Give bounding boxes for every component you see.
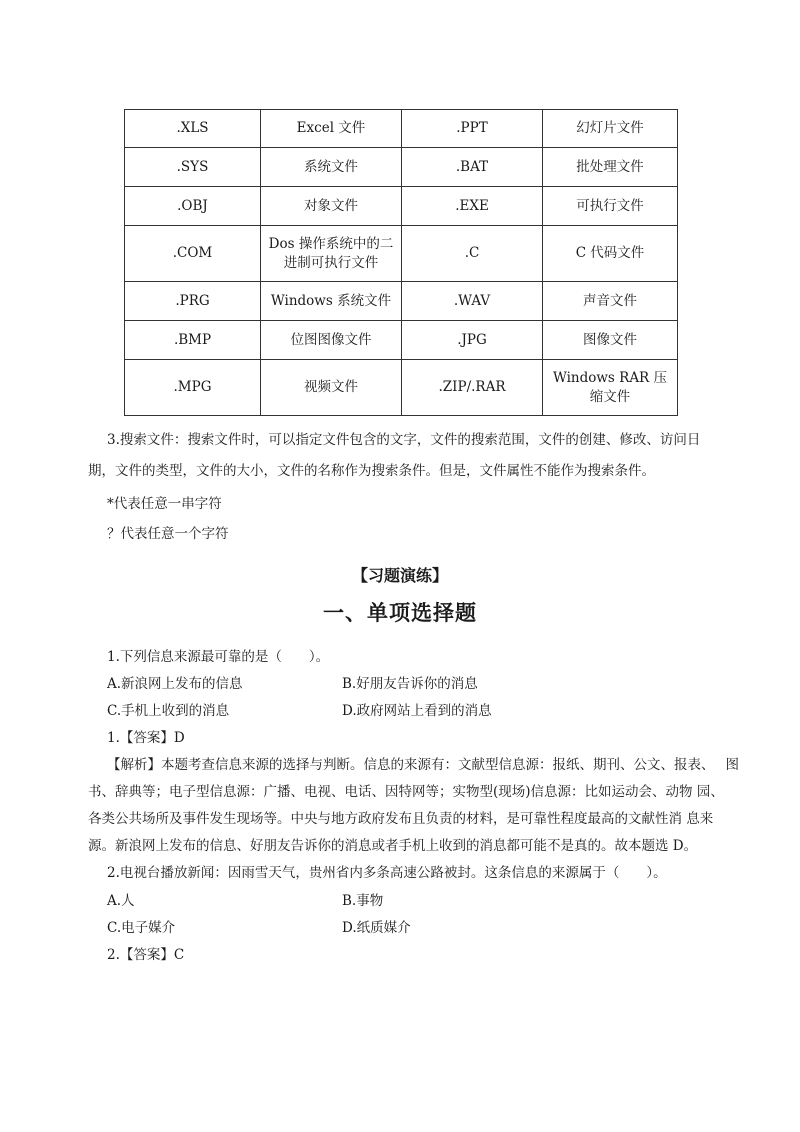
table-row <box>125 110 678 148</box>
table-row <box>125 360 678 416</box>
table-cell: 可执行文件 <box>543 187 678 226</box>
question-1-option-d: D.政府网站上看到的消息 <box>342 703 492 719</box>
search-paragraph-line-1: 3.搜索文件：搜索文件时，可以指定文件包含的文字，文件的搜索范围，文件的创建、修改、访问日 <box>107 432 701 448</box>
table-cell: .WAV <box>402 282 543 321</box>
search-paragraph-line-2: 期，文件的类型，文件的大小，文件的名称作为搜索条件。但是，文件属性不能作为搜索条件。 <box>88 463 655 479</box>
table-cell: 幻灯片文件 <box>543 110 678 148</box>
question-2-answer: 2.【答案】C <box>107 947 185 963</box>
table-row <box>125 187 678 226</box>
table-cell: 对象文件 <box>261 187 402 226</box>
question-1-option-b: B.好朋友告诉你的消息 <box>342 676 478 692</box>
question-1-option-a: A.新浪网上发布的信息 <box>107 676 243 692</box>
table-cell: .BMP <box>125 321 261 360</box>
table-cell: .MPG <box>125 360 261 416</box>
table-cell: 批处理文件 <box>543 148 678 187</box>
table-cell: .PRG <box>125 282 261 321</box>
table-cell: .OBJ <box>125 187 261 226</box>
question-2-option-b: B.事物 <box>342 893 384 909</box>
wildcard-question-note: ？代表任意一个字符 <box>107 526 229 542</box>
table-cell: .BAT <box>402 148 543 187</box>
table-cell: 声音文件 <box>543 282 678 321</box>
table-cell: .PPT <box>402 110 543 148</box>
question-1-analysis-line: 各类公共场所及事件发生现场等。中央与地方政府发布且负责的材料，是可靠性程度最高的文献性消 息来 <box>88 811 714 827</box>
table-cell: 视频文件 <box>261 360 402 416</box>
table-cell: .EXE <box>402 187 543 226</box>
table-cell: .COM <box>125 226 261 282</box>
question-2-option-c: C.电子媒介 <box>107 920 176 936</box>
section-heading: 【习题演练】 <box>351 566 448 585</box>
wildcard-star-note: *代表任意一串字符 <box>107 496 222 512</box>
question-1-analysis-line: 【解析】本题考查信息来源的选择与判断。信息的来源有：文献型信息源：报纸、期刊、公文、报表、 图 <box>107 757 740 773</box>
question-2-option-a: A.人 <box>107 893 135 909</box>
question-2-stem: 2.电视台播放新闻：因雨雪天气，贵州省内多条高速公路被封。这条信息的来源属于（ ）。 <box>107 865 667 881</box>
question-1-option-c: C.手机上收到的消息 <box>107 703 230 719</box>
file-extension-table <box>124 109 678 416</box>
table-row <box>125 226 678 282</box>
question-1-analysis-line: 书、辞典等；电子型信息源：广播、电视、电话、因特网等；实物型(现场)信息源：比如运动会、动物 园、 <box>88 784 724 800</box>
table-cell: .XLS <box>125 110 261 148</box>
question-1-stem: 1.下列信息来源最可靠的是（ ）。 <box>107 649 330 665</box>
table-cell: Windows RAR 压缩文件 <box>543 360 678 416</box>
table-cell: Excel 文件 <box>261 110 402 148</box>
table-cell: .C <box>402 226 543 282</box>
part-heading: 一、单项选择题 <box>323 600 477 625</box>
table-cell: 位图图像文件 <box>261 321 402 360</box>
question-2-option-d: D.纸质媒介 <box>342 920 411 936</box>
question-1-analysis-line: 源。新浪网上发布的信息、好朋友告诉你的消息或者手机上收到的消息都可能不是真的。故本题选 D。 <box>88 838 698 854</box>
table-cell: C 代码文件 <box>543 226 678 282</box>
table-cell: .ZIP/.RAR <box>402 360 543 416</box>
table-cell: Dos 操作系统中的二进制可执行文件 <box>261 226 402 282</box>
table-cell: Windows 系统文件 <box>261 282 402 321</box>
table-row <box>125 321 678 360</box>
table-row <box>125 282 678 321</box>
table-cell: 系统文件 <box>261 148 402 187</box>
question-1-answer: 1.【答案】D <box>107 730 185 746</box>
table-cell: 图像文件 <box>543 321 678 360</box>
table-row <box>125 148 678 187</box>
table-cell: .JPG <box>402 321 543 360</box>
table-cell: .SYS <box>125 148 261 187</box>
